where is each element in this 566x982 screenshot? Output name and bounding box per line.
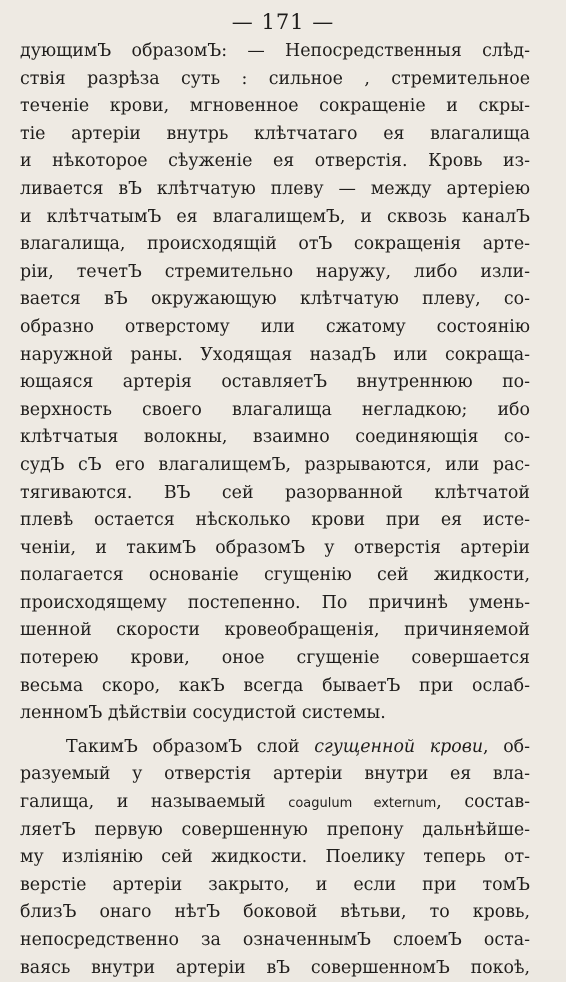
- text-line: и нѣкоторое сѣуженіе ея отверстія. Кровь из-: [20, 151, 530, 172]
- text-line: дующимЪ образомЪ: — Непосредственныя слѣд-: [20, 41, 530, 61]
- page-text: [20, 38, 530, 982]
- text-line: теченіе крови, мгновенное сокращеніе и скры-: [20, 96, 530, 117]
- text-line: ляетЪ первую совершенную препону дальнѣйше-: [20, 819, 530, 840]
- text-line: верстіе артеріи закрыто, и если при томЪ: [20, 874, 530, 895]
- text-run: ТакимЪ образомЪ слой: [66, 736, 315, 757]
- text-line: влагалища, происходящій отЪ сокращенія арте-: [20, 234, 530, 255]
- text-line: му изліянію сей жидкости. Поелику теперь от-: [20, 847, 530, 868]
- text-line: близЪ онаго нѣтЪ боковой вѣтьви, то кровь,: [20, 902, 530, 923]
- text-line: [20, 789, 530, 817]
- text-run: , состав-: [436, 792, 530, 813]
- text-line: образно отверстому или сжатому состоянію: [20, 316, 530, 337]
- text-line: клѣтчатыя волокны, взаимно соединяющія со-: [20, 427, 530, 448]
- text-line: полагается основаніе сгущенію сей жидкости,: [20, 565, 530, 586]
- text-line: ченіи, и такимЪ образомЪ у отверстія артеріи: [20, 537, 530, 558]
- italic-phrase: сгущенной крови: [314, 736, 484, 757]
- text-line: ствія разрѣза суть : сильное , стремительное: [20, 68, 530, 89]
- text-line: вается вЪ окружающую клѣтчатую плеву, со-: [20, 289, 530, 310]
- text-line: ріи, течетЪ стремительно наружу, либо изли-: [20, 261, 530, 282]
- text-line: тіе артеріи внутрь клѣтчатаго ея влагалища: [20, 123, 530, 144]
- text-run: галища, и называемый: [20, 792, 289, 813]
- text-line: плевѣ остается нѣсколько крови при ея исте-: [20, 510, 530, 531]
- text-line: ющаяся артерія оставляетЪ внутреннюю по-: [20, 372, 530, 393]
- text-line: [20, 734, 530, 762]
- text-line: наружной раны. Уходящая назадЪ или сокраща-: [20, 344, 530, 365]
- text-line: разуемый у отверстія артеріи внутри ея вла-: [20, 764, 530, 785]
- text-line: потерею крови, оное сгущеніе совершается: [20, 648, 530, 669]
- text-line: шенной скорости кровеобращенія, причиняемой: [20, 620, 530, 641]
- text-line: весьма скоро, какЪ всегда бываетЪ при ослаб-: [20, 675, 530, 696]
- text-line: верхность своего влагалища негладкою; ибо: [20, 399, 530, 420]
- text-run: , об-: [483, 736, 530, 757]
- text-line: тягиваются. ВЪ сей разорванной клѣтчатой: [20, 482, 530, 503]
- text-line: ленномЪ дѣйствіи сосудистой системы.: [20, 703, 386, 724]
- latin-term: coagulum externum: [288, 796, 437, 812]
- paragraph-2: [20, 734, 530, 982]
- text-line: судЪ сЪ его влагалищемЪ, разрываются, или рас-: [20, 454, 530, 475]
- text-line: и клѣтчатымЪ ея влагалищемЪ, и сквозь каналЪ: [20, 206, 530, 227]
- text-line: непосредственно за означеннымЪ слоемЪ оста-: [20, 930, 530, 950]
- page-number-header: — 171 —: [231, 10, 335, 34]
- text-line: ваясь внутри артеріи вЪ совершенномЪ покоѣ,: [20, 957, 530, 978]
- text-line: происходящему постепенно. По причинѣ умень-: [20, 592, 530, 613]
- paragraph-1: [20, 38, 530, 728]
- text-line: ливается вЪ клѣтчатую плеву — между артеріею: [20, 178, 530, 199]
